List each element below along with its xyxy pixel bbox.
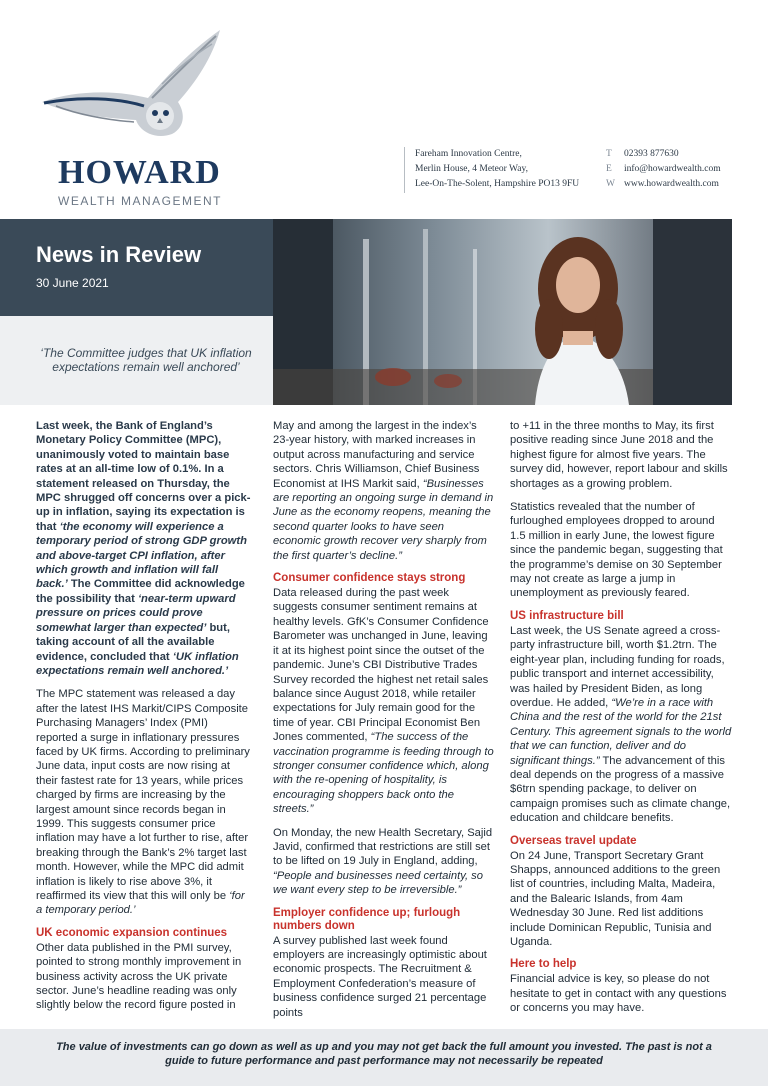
logo-tagline: WEALTH MANAGEMENT [58,194,222,208]
risk-disclaimer: The value of investments can go down as well as up and you may not get back the full amount you invested. The past is not a guide to future performance and past performance may not necessarily be repeated [56,1041,712,1067]
body-paragraph [273,419,495,563]
lead-text: The Committee did acknowledge the possibility that [36,578,245,605]
section-heading: Consumer confidence stays strong [273,572,466,585]
pull-quote: ‘The Committee judges that UK inflation expectations remain well anchored’ [40,346,252,374]
body-text: On Monday, the new Health Secretary, Sajid Javid, confirmed that restrictions are still set to be lifted on 19 July in England, adding, [273,826,493,868]
contact-letter: T [606,149,612,159]
body-paragraph: Financial advice is key, so please do not hesitate to get in contact with any questions or concerns you may have. [510,973,727,1015]
company-logo [36,24,226,208]
office-photo-illustration [273,219,732,405]
body-quote: ‘for a temporary period.’ [36,890,245,917]
address-line: Fareham Innovation Centre, [415,149,522,159]
body-paragraph: to +11 in the three months to May, its first positive reading since June 2018 and the highest figure for almost five years. The survey did, however, report labour and skills shortages as a growing problem. [510,420,728,490]
lead-text: Last week, the Bank of England’s Monetary Policy Committee (MPC), unanimously voted to maintain base rates at an all-time low of 0.1%. In a statement released on Thursday, the MPC shrugged off concerns over a pick-up in inflation, saying its expectation is that [36,420,251,533]
lead-quote: ‘the economy will experience a temporary period of strong GDP growth and above-target CPI inflation, after which growth and inflation will fall back.’ [36,520,247,591]
contact-email [606,162,721,177]
contact-phone [606,147,721,162]
body-paragraph [36,687,252,918]
body-quote: “The success of the vaccination programme is feeding through to stronger consumer confidence which, along with the re-opening of hospitality, is encouraging shoppers back onto the streets.” [273,731,494,816]
section-heading: Here to help [510,958,577,971]
contact-letter: E [606,164,612,174]
body-paragraph: Other data published in the PMI survey, pointed to strong monthly improvement in business activity across the UK private sector. June’s headline reading was only slightly below the record figure posted in [36,941,242,1012]
contact-web [606,177,721,192]
address-line: Lee-On-The-Solent, Hampshire PO13 9FU [415,179,580,189]
body-quote: “Businesses are reporting an ongoing surge in demand in June as the economy reopens, meaning the second quarter looks to have seen economic growth recover very sharply from the first quarter’s decline.” [273,477,494,562]
body-paragraph [273,586,495,817]
address-line: Merlin House, 4 Meteor Way, [415,164,528,174]
hero-photo [273,219,732,405]
lead-quote: ‘near-term upward pressure on prices could prove somewhat larger than expected’ [36,592,236,634]
contact-address [404,147,579,193]
body-paragraph: On 24 June, Transport Secretary Grant Shapps, announced additions to the green list of countries, including Malta, Madeira, and the Balearic Islands, from 4am Wednesday 30 June. Red list additions include Dominican Republic, Tunisia and Uganda. [510,849,721,948]
page-title: News in Review [36,242,202,267]
article-column-3 [510,419,732,1025]
issue-date: 30 June 2021 [36,276,109,290]
website-link[interactable]: www.howardwealth.com [624,179,719,189]
lead-text: but, taking account of all the available evidence, concluded that [36,621,230,663]
section-heading: UK economic expansion continues [36,926,228,939]
body-paragraph [510,624,732,826]
lead-paragraph [36,419,252,678]
phone-number[interactable]: 02393 877630 [624,149,679,159]
section-heading: Employer confidence up; furlough numbers down [273,906,461,932]
body-text: May and among the largest in the index’s 23-year history, with marked increases in output across manufacturing and service sectors. Chris Williamson, Chief Business Economist at IHS Markit said, [273,420,480,490]
lead-quote: ‘UK inflation expectations remain well anchored.’ [36,650,239,677]
body-text: The MPC statement was released a day after the latest IHS Markit/CIPS Composite Purchasing Managers’ Index (PMI) reported a surge in inflationary pressures faced by UK firms. According to preliminary June data, input costs are now rising at their fastest rate for 13 years, while prices charged by firms are increasing by the largest amount since records began in 1999. This suggests consumer price inflation may have a lot further to rise, after breaking through the Bank’s 2% target last month. However, while the MPC did admit inflation is likely to rise above 3%, it reaffirmed its view that this will only be [36,688,250,902]
body-text: Data released during the past week suggests consumer sentiment remains at healthy levels. GfK’s Consumer Confidence Barometer was unchanged in June, leaving it at its highest point since the outset of the pandemic. June’s CBI Distributive Trades Survey recorded the highest net retail sales balance since August 2018, while retailer expectations for July remain good for the time of year. CBI Principal Economist Ben Jones commented, [273,587,489,744]
logo-wordmark: HOWARD [58,154,221,191]
body-paragraph [273,826,495,898]
body-quote: “People and businesses need certainty, so we want every step to be irreversible.” [273,869,483,897]
article-column-2 [273,419,495,1029]
contact-list [606,147,721,192]
section-heading: US infrastructure bill [510,609,624,622]
section-heading: Overseas travel update [510,834,637,847]
article-column-1 [36,419,252,1022]
body-text: Last week, the US Senate agreed a cross-party infrastructure bill, worth $1.2trn. The eight-year plan, including funding for roads, public transport and internet accessibility, was hailed by President Biden, as long overdue. He added, [510,624,725,709]
owl-logo-icon [36,24,226,144]
body-quote: “We’re in a race with China and the rest of the world for the 21st Century. This agreement signals to the world that we can function, deliver and do significant things.” [510,696,732,767]
body-text: The advancement of this deal depends on the progress of a massive $6trn spending package, to deliver on campaign promises such as climate change, education and childcare benefits. [510,754,731,825]
contact-letter: W [606,179,615,189]
email-link[interactable]: info@howardwealth.com [624,164,721,174]
body-paragraph: Statistics revealed that the number of furloughed employees dropped to around 1.5 million in early June, the lowest figure since the pandemic began, suggesting that the programme’s demise on 30 September may not create as large a jump in unemployment as previously feared. [510,501,723,600]
body-paragraph: A survey published last week found employers are increasingly optimistic about economic prospects. The Recruitment & Employment Confederation’s measure of business confidence surged 21 percentage points [273,934,487,1019]
